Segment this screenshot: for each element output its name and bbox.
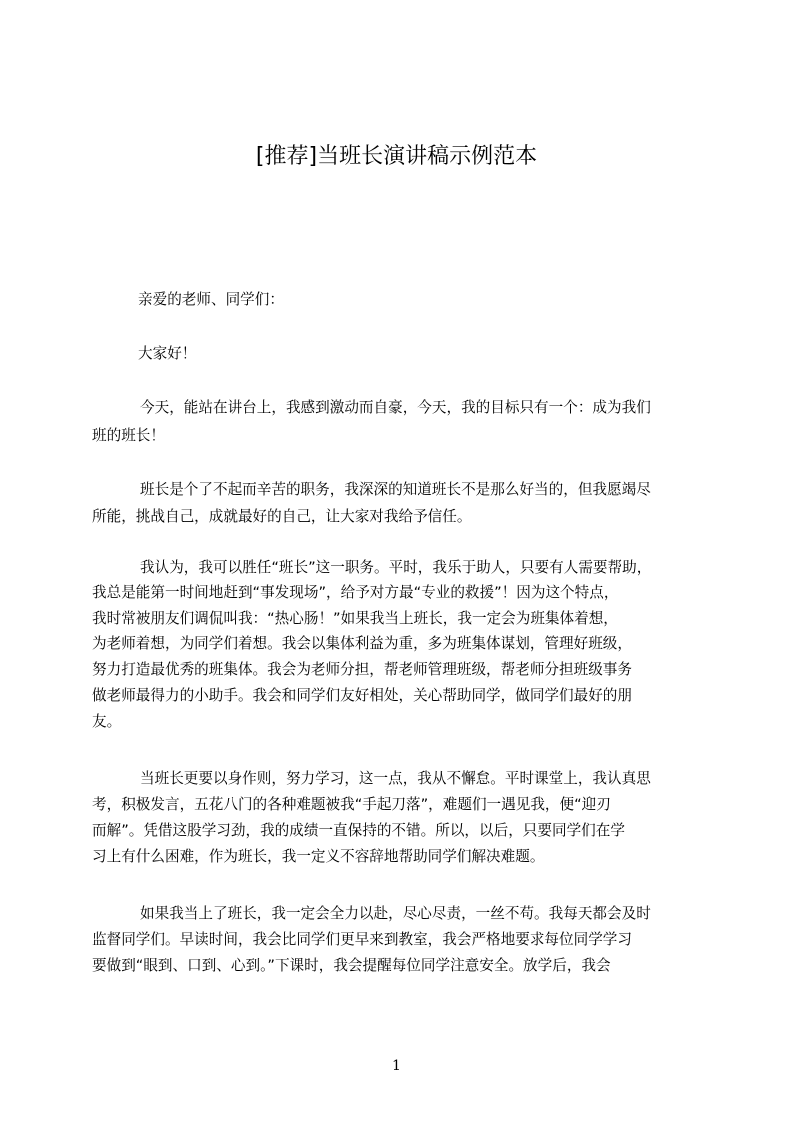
paragraph-5-line-2: 监督同学们。早读时间，我会比同学们更早来到教室，我会严格地要求每位同学学习 <box>92 931 632 948</box>
paragraph-5-line-1: 如果我当上了班长，我一定会全力以赴，尽心尽责，一丝不苟。我每天都会及时 <box>140 905 651 922</box>
paragraph-3-line-1: 我认为，我可以胜任“班长”这一职务。平时，我乐于助人，只要有人需要帮助， <box>140 559 652 576</box>
paragraph-1-line-1: 今天，能站在讲台上，我感到激动而自豪，今天，我的目标只有一个：成为我们 <box>140 399 651 416</box>
paragraph-1-line-2: 班的班长！ <box>92 427 165 444</box>
paragraph-4-line-1: 当班长更要以身作则，努力学习，这一点，我从不懈怠。平时课堂上，我认真思 <box>140 770 651 787</box>
paragraph-3-line-5: 努力打造最优秀的班集体。我会为老师分担，帮老师管理班级，帮老师分担班级事务 <box>92 661 632 678</box>
paragraph-4-line-3: 而解”。凭借这股学习劲，我的成绩一直保持的不错。所以，以后，只要同学们在学 <box>92 822 625 839</box>
paragraph-3-line-3: 我时常被朋友们调侃叫我：“热心肠！”如果我当上班长，我一定会为班集体着想， <box>92 610 618 627</box>
paragraph-3-line-6: 做老师最得力的小助手。我会和同学们友好相处，关心帮助同学，做同学们最好的朋 <box>92 687 632 704</box>
paragraph-2-line-2: 所能，挑战自己，成就最好的自己，让大家对我给予信任。 <box>92 508 472 525</box>
paragraph-3-line-2: 我总是能第一时间地赶到“事发现场”，给予对方最“专业的救援”！因为这个特点， <box>92 584 619 601</box>
paragraph-5-line-3: 要做到“眼到、口到、心到。”下课时，我会提醒每位同学注意安全。放学后，我会 <box>92 957 611 974</box>
paragraph-4-line-4: 习上有什么困难，作为班长，我一定义不容辞地帮助同学们解决难题。 <box>92 848 545 865</box>
greeting-line: 大家好！ <box>138 345 197 362</box>
salutation-line: 亲爱的老师、同学们： <box>138 291 284 308</box>
paragraph-4-line-2: 考，积极发言，五花八门的各种难题被我“手起刀落”，难题们一遇见我，便“迎刃 <box>92 796 611 813</box>
page-number: 1 <box>392 1058 401 1074</box>
document-title: [推荐]当班长演讲稿示例范本 <box>255 144 538 169</box>
paragraph-3-line-4: 为老师着想，为同学们着想。我会以集体利益为重，多为班集体谋划，管理好班级， <box>92 635 632 652</box>
paragraph-3-line-7: 友。 <box>92 713 122 730</box>
paragraph-2-line-1: 班长是个了不起而辛苦的职务，我深深的知道班长不是那么好当的，但我愿竭尽 <box>140 481 651 498</box>
